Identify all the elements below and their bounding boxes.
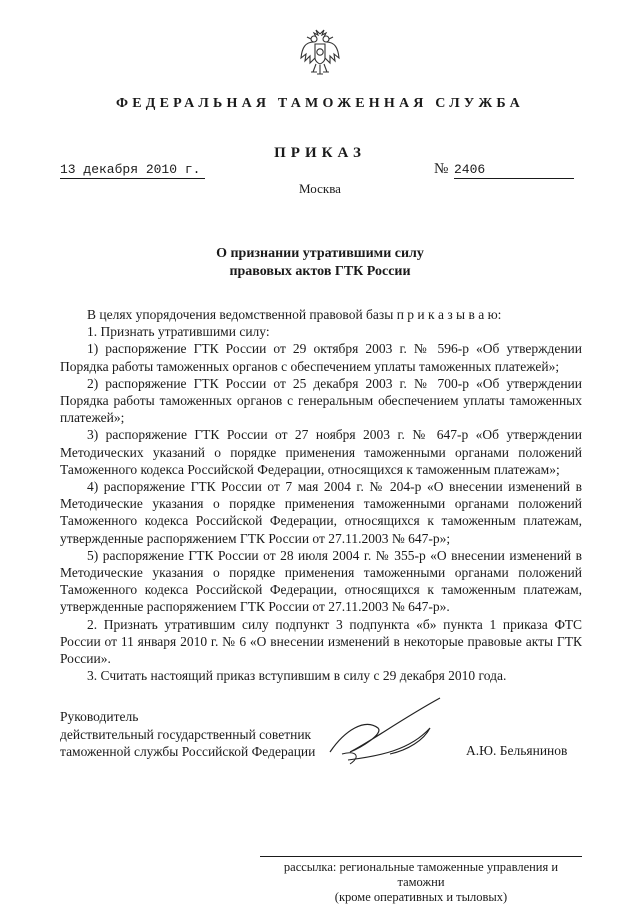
subitem-4: 4) распоряжение ГТК России от 7 мая 2004 г. № 204-р «О внесении изменений в Методические указания о порядке применения таможенными органами положений Таможенного кодекса Российской Федерации, относящихся к таможенным платежам, утвержденные распоряжением ГТК России от 27.11.2003 № 647-р»;: [60, 479, 582, 546]
order-number: 2406: [454, 162, 574, 179]
intro-paragraph: В целях упорядочения ведомственной правовой базы п р и к а з ы в а ю:: [87, 307, 502, 322]
item-2: 2. Признать утратившим силу подпункт 3 подпункта «б» пункта 1 приказа ФТС России от 11 января 2010 г. № 6 «О внесении изменений в некоторые правовые акты ГТК России».: [60, 616, 582, 667]
signatory-name: А.Ю. Бельянинов: [466, 743, 568, 758]
document-type: ПРИКАЗ: [274, 145, 366, 161]
subject-heading: [0, 245, 640, 281]
subitem-2: 2) распоряжение ГТК России от 25 декабря 2003 г. № 700-р «Об утверждении Порядка работы таможенных органов с генеральным обеспечением уплаты таможенных платежей»;: [60, 375, 582, 426]
distribution-line-1: рассылка: региональные таможенные управления и таможни: [283, 860, 559, 889]
item-3: 3. Считать настоящий приказ вступившим в силу с 29 декабря 2010 года.: [87, 668, 507, 684]
double-headed-eagle-emblem-icon: [299, 28, 341, 78]
subitem-1: 1) распоряжение ГТК России от 29 октября 2003 г. № 596-р «Об утверждении Порядка работы таможенных органов с обеспечением уплаты таможенных платежей»;: [60, 341, 582, 374]
order-date: 13 декабря 2010 г.: [60, 162, 205, 179]
handwritten-signature: [320, 690, 470, 780]
subject-line-1: О признании утратившими силу: [216, 246, 424, 261]
signatory-title-line-1: Руководитель: [60, 709, 139, 724]
item-1: 1. Признать утратившими силу:: [87, 324, 270, 340]
order-body: [60, 306, 582, 684]
distribution-divider: [260, 856, 582, 857]
signatory-title-line-3: таможенной службы Российской Федерации: [60, 744, 316, 759]
city: Москва: [299, 181, 341, 196]
subject-line-2: правовых актов ГТК России: [229, 264, 411, 279]
agency-name: ФЕДЕРАЛЬНАЯ ТАМОЖЕННАЯ СЛУЖБА: [116, 96, 524, 111]
subitem-3: 3) распоряжение ГТК России от 27 ноября 2003 г. № 647-р «Об утверждении Методических указаний о порядке применения таможенными органами положений Таможенного кодекса Российской Федерации, относящихся к таможенным платежам»;: [60, 427, 582, 477]
number-label: №: [434, 161, 449, 177]
subitem-5: 5) распоряжение ГТК России от 28 июля 2004 г. № 355-р «О внесении изменений в Методические указания о порядке применения таможенными органами положений Таможенного кодекса Российской Федерации, относящихся к таможенным платежам, утвержденные распоряжением ГТК России от 27.11.2003 № 647-р».: [60, 547, 582, 615]
distribution-list: [260, 860, 582, 905]
signatory-title: [60, 708, 315, 761]
signatory-title-line-2: действительный государственный советник: [60, 726, 312, 742]
distribution-line-2: (кроме оперативных и тыловых): [334, 890, 508, 904]
